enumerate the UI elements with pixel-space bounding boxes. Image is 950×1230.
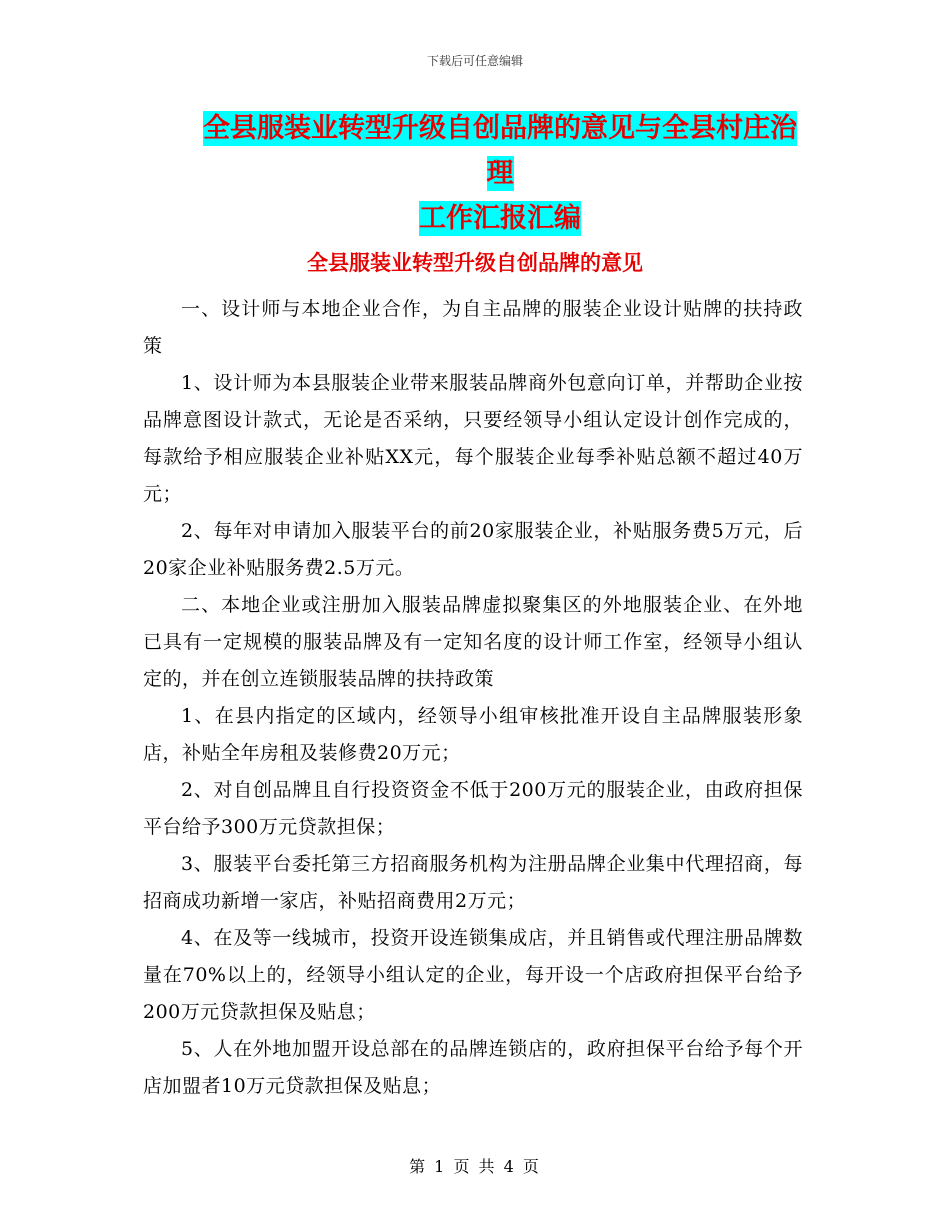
paragraph: 2、对自创品牌且自行投资资金不低于200万元的服装企业，由政府担保平台给予300万元贷款担保； <box>143 779 803 838</box>
paragraph: 1、在县内指定的区域内，经领导小组审核批准开设自主品牌服装形象店，补贴全年房租及装修费20万元； <box>143 705 803 764</box>
paragraph: 一、设计师与本地企业合作，为自主品牌的服装企业设计贴牌的扶持政策 <box>143 298 803 357</box>
page-footer: 第 1 页 共 4 页 <box>409 1157 541 1176</box>
paragraph: 二、本地企业或注册加入服装品牌虚拟聚集区的外地服装企业、在外地已具有一定规模的服装品牌及有一定知名度的设计师工作室，经领导小组认定的，并在创立连锁服装品牌的扶持政策 <box>143 594 803 690</box>
paragraph: 1、设计师为本县服装企业带来服装品牌商外包意向订单，并帮助企业按品牌意图设计款式，无论是否采纳，只要经领导小组认定设计创作完成的，每款给予相应服装企业补贴XX元，每个服装企业每季补贴总额不超过40万元； <box>143 372 803 505</box>
page-header-note: 下载后可任意编辑 <box>426 54 523 68</box>
paragraph: 2、每年对申请加入服装平台的前20家服装企业，补贴服务费5万元，后20家企业补贴服务费2.5万元。 <box>143 520 803 579</box>
document-body <box>143 291 803 1105</box>
document-title <box>190 106 810 241</box>
section-title: 全县服装业转型升级自创品牌的意见 <box>307 251 643 275</box>
paragraph: 3、服装平台委托第三方招商服务机构为注册品牌企业集中代理招商，每招商成功新增一家店，补贴招商费用2万元； <box>143 853 803 912</box>
paragraph: 5、人在外地加盟开设总部在的品牌连锁店的，政府担保平台给予每个开店加盟者10万元贷款担保及贴息； <box>143 1038 803 1097</box>
document-title-line-1: 全县服装业转型升级自创品牌的意见与全县村庄治理 <box>203 113 797 189</box>
paragraph: 4、在及等一线城市，投资开设连锁集成店，并且销售或代理注册品牌数量在70%以上的，经领导小组认定的企业，每开设一个店政府担保平台给予200万元贷款担保及贴息； <box>143 927 803 1023</box>
document-title-line-2: 工作汇报汇编 <box>419 203 581 234</box>
